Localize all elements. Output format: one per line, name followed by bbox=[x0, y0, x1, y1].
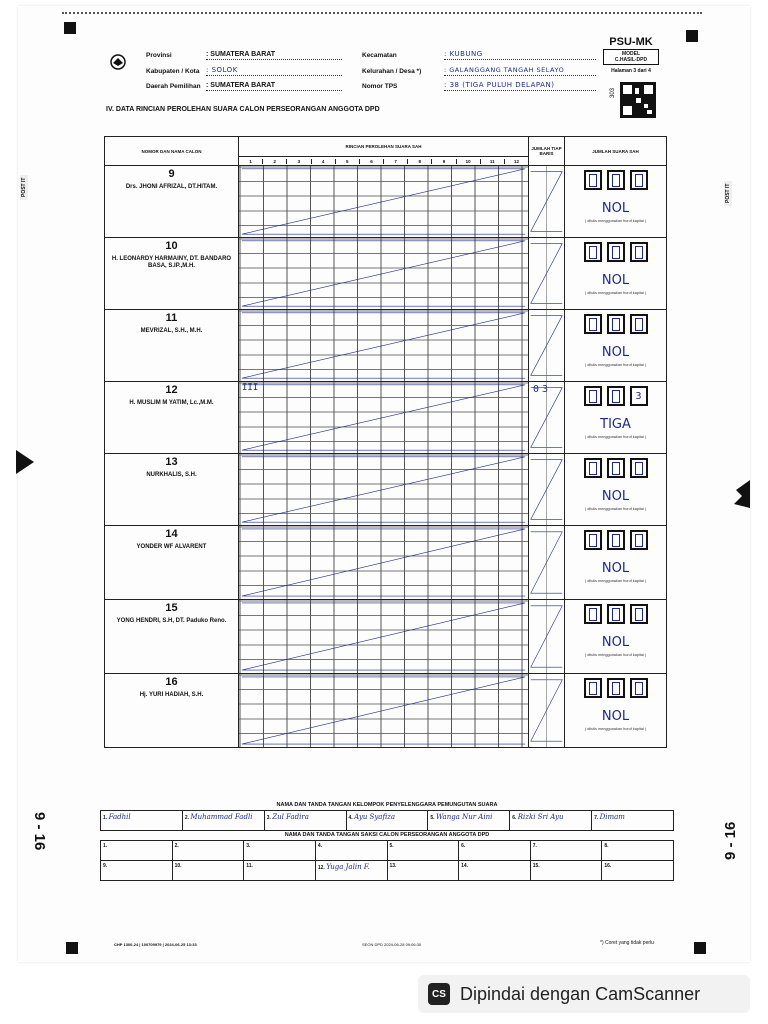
row-total-cell bbox=[529, 166, 565, 238]
saksi-number: 12. bbox=[317, 865, 325, 871]
vote-in-words: NOL bbox=[601, 344, 630, 360]
digit-boxes bbox=[584, 386, 648, 406]
candidate-row bbox=[105, 166, 667, 238]
desa-value: : GALANGGANG TANGAH SELAYO bbox=[444, 66, 596, 76]
digit-box bbox=[630, 242, 648, 262]
candidate-number: 13 bbox=[165, 456, 178, 468]
model-line-2: C.HASIL-DPD bbox=[614, 57, 648, 63]
candidate-row bbox=[105, 526, 667, 600]
vote-sum-cell bbox=[565, 526, 667, 600]
model-line-1: MODEL bbox=[621, 51, 641, 57]
saksi-number: 4. bbox=[317, 843, 323, 849]
perforation-line bbox=[62, 12, 702, 14]
tally-cell bbox=[239, 310, 529, 382]
row-total-cell bbox=[529, 674, 565, 748]
provinsi-label: Provinsi bbox=[146, 52, 172, 59]
tally-column-number: 4 bbox=[312, 159, 336, 164]
saksi-number: 7. bbox=[532, 843, 537, 849]
vote-sum-cell bbox=[565, 674, 667, 748]
triangle-marker-icon bbox=[16, 450, 34, 474]
camscanner-watermark bbox=[418, 975, 750, 1013]
kpps-signature-cell bbox=[264, 811, 346, 831]
saksi-number: 13. bbox=[389, 863, 397, 869]
capital-letters-note: ( ditulis menggunakan huruf kapital ) bbox=[584, 578, 647, 583]
col-header-sum: JUMLAH SUARA SAH bbox=[565, 137, 667, 166]
tally-cell bbox=[239, 600, 529, 674]
void-z-line bbox=[239, 166, 528, 237]
candidate-name: MEVRIZAL, S.H., M.H. bbox=[140, 328, 203, 334]
side-label-left: 9 - 16 bbox=[31, 812, 48, 851]
candidate-number: 14 bbox=[165, 528, 178, 540]
candidate-name: YONG HENDRI, S.H, DT. Paduko Reno. bbox=[116, 618, 227, 624]
kpps-signature: Zul Fadira bbox=[272, 813, 309, 821]
candidate-number: 10 bbox=[165, 240, 178, 252]
postit-tab-right: POST IT bbox=[724, 181, 732, 206]
tally-column-number: 2 bbox=[263, 159, 287, 164]
digit-box bbox=[584, 242, 602, 262]
row-total-strike bbox=[529, 310, 564, 381]
kecamatan-label: Kecamatan bbox=[362, 52, 397, 59]
digit-box bbox=[607, 530, 625, 550]
tally-column-number: 12 bbox=[513, 158, 519, 164]
digit-box bbox=[584, 386, 602, 406]
vote-sum-cell bbox=[565, 600, 667, 674]
candidate-row bbox=[105, 454, 667, 526]
tally-column-numbers bbox=[239, 159, 528, 164]
tally-column-number: 1 bbox=[239, 159, 263, 164]
footer-scan-code: SEON DPD 2024-06-28 09:06:30 bbox=[362, 942, 422, 947]
saksi-signature-cell bbox=[530, 841, 602, 861]
saksi-number: 8. bbox=[604, 843, 609, 849]
saksi-signature-cell bbox=[101, 861, 173, 881]
tally-cell bbox=[239, 454, 529, 526]
row-total-strike bbox=[529, 238, 564, 309]
saksi-signature-table bbox=[100, 840, 674, 881]
kpps-signature-cell bbox=[428, 811, 510, 831]
kpps-signature: Muhammad Fadli bbox=[190, 813, 253, 821]
saksi-signature-cell bbox=[315, 841, 387, 861]
section-title: IV. DATA RINCIAN PEROLEHAN SUARA CALON PERSEORANGAN ANGGOTA DPD bbox=[106, 106, 380, 113]
void-z-line bbox=[239, 238, 528, 309]
capital-letters-note: ( ditulis menggunakan huruf kapital ) bbox=[584, 506, 647, 511]
void-z-line bbox=[239, 454, 528, 525]
saksi-title: NAMA DAN TANDA TANGAN SAKSI CALON PERSEORANGAN ANGGOTA DPD bbox=[284, 832, 490, 838]
kpps-number: 1. bbox=[103, 815, 108, 821]
vote-in-words: NOL bbox=[601, 560, 630, 576]
digit-boxes bbox=[584, 678, 648, 698]
saksi-number: 16. bbox=[604, 863, 612, 869]
row-total-strike bbox=[529, 526, 564, 599]
col-header-row-total: JUMLAH TIAP BARIS bbox=[529, 137, 565, 166]
side-label-right: 9 - 16 bbox=[722, 821, 739, 860]
tally-column-number: 3 bbox=[287, 159, 311, 164]
candidate-number: 9 bbox=[168, 168, 175, 180]
saksi-signature-cell bbox=[172, 841, 244, 861]
kpps-title: NAMA DAN TANDA TANGAN KELOMPOK PENYELENGGARA PEMUNGUTAN SUARA bbox=[276, 802, 498, 808]
saksi-number: 6. bbox=[461, 843, 466, 849]
row-total-cell bbox=[529, 238, 565, 310]
void-z-line bbox=[239, 674, 528, 747]
qr-code-icon bbox=[620, 82, 656, 118]
vote-sum-cell bbox=[565, 454, 667, 526]
row-total-cell bbox=[529, 600, 565, 674]
digit-box bbox=[607, 604, 625, 624]
candidate-cell bbox=[105, 310, 239, 382]
row-total-cell bbox=[529, 526, 565, 600]
kpps-number: 7. bbox=[594, 815, 599, 821]
digit-box: 3 bbox=[630, 386, 648, 406]
kpps-signature: Dimam bbox=[599, 813, 625, 821]
saksi-signature-cell bbox=[315, 861, 387, 881]
digit-box bbox=[584, 604, 602, 624]
saksi-signature-cell bbox=[602, 861, 674, 881]
provinsi-value: : SUMATERA BARAT bbox=[206, 51, 342, 60]
saksi-number: 2. bbox=[174, 843, 179, 849]
digit-box bbox=[607, 170, 625, 190]
void-z-line bbox=[239, 526, 528, 599]
candidate-row bbox=[105, 600, 667, 674]
qr-number: 303 bbox=[610, 87, 617, 99]
digit-box bbox=[630, 604, 648, 624]
saksi-number: 10. bbox=[174, 863, 182, 869]
capital-letters-note: ( ditulis menggunakan huruf kapital ) bbox=[584, 726, 647, 731]
row-total-cell bbox=[529, 454, 565, 526]
tally-marks: III bbox=[242, 383, 259, 393]
torn-edge-icon bbox=[732, 480, 750, 508]
digit-boxes bbox=[584, 170, 648, 190]
candidate-cell bbox=[105, 526, 239, 600]
digit-box bbox=[630, 678, 648, 698]
kpps-signature: Ayu Syafiza bbox=[354, 813, 396, 821]
vote-sum-cell bbox=[565, 166, 667, 238]
candidate-cell bbox=[105, 238, 239, 310]
tally-column-number: 11 bbox=[481, 159, 505, 164]
candidate-cell bbox=[105, 454, 239, 526]
digit-box bbox=[630, 530, 648, 550]
candidate-row bbox=[105, 674, 667, 748]
vote-in-words: NOL bbox=[601, 488, 630, 504]
kpps-signature: Fadhil bbox=[108, 813, 131, 821]
kpps-signature-cell bbox=[182, 811, 264, 831]
vote-sum-cell bbox=[565, 310, 667, 382]
candidate-cell bbox=[105, 600, 239, 674]
kabupaten-value: : SOLOK bbox=[206, 66, 342, 76]
void-z-line bbox=[239, 382, 528, 453]
desa-label: Kelurahan / Desa *) bbox=[362, 68, 422, 75]
saksi-signature-cell bbox=[101, 841, 173, 861]
digit-box bbox=[607, 678, 625, 698]
daerah-label: Daerah Pemilihan bbox=[146, 83, 201, 90]
row-total-strike bbox=[529, 600, 564, 673]
corner-mark bbox=[66, 942, 78, 954]
candidate-cell bbox=[105, 382, 239, 454]
tally-column-number: 5 bbox=[336, 159, 360, 164]
tally-cell bbox=[239, 674, 529, 748]
candidate-number: 15 bbox=[165, 602, 178, 614]
digit-boxes bbox=[584, 458, 648, 478]
saksi-signature-cell bbox=[244, 841, 316, 861]
tps-value: : 38 (TIGA PULUH DELAPAN) bbox=[444, 81, 596, 91]
row-total-cell bbox=[529, 382, 565, 454]
garuda-emblem-icon bbox=[110, 54, 126, 70]
col-header-candidate: NOMOR DAN NAMA CALON bbox=[105, 137, 239, 166]
row-total-strike bbox=[529, 382, 564, 453]
kpps-signature: Wanga Nur Aini bbox=[435, 813, 493, 821]
kpps-signature-table bbox=[100, 810, 674, 831]
tally-cell bbox=[239, 382, 529, 454]
kpps-number: 2. bbox=[184, 815, 190, 821]
saksi-number: 14. bbox=[461, 863, 469, 869]
vote-in-words: NOL bbox=[601, 200, 630, 216]
saksi-signature-cell bbox=[387, 861, 459, 881]
kpps-number: 4. bbox=[348, 815, 353, 821]
tally-column-number: 8 bbox=[408, 159, 432, 164]
tally-cell bbox=[239, 526, 529, 600]
digit-box bbox=[607, 242, 625, 262]
saksi-signature-cell bbox=[172, 861, 244, 881]
candidate-row bbox=[105, 310, 667, 382]
saksi-signature-cell bbox=[530, 861, 602, 881]
kpps-signature-cell bbox=[101, 811, 183, 831]
saksi-signature-cell bbox=[602, 841, 674, 861]
kpps-signature: Rizki Sri Ayu bbox=[517, 813, 564, 821]
saksi-number: 9. bbox=[103, 863, 108, 869]
digit-box bbox=[584, 314, 602, 334]
row-total-cell bbox=[529, 310, 565, 382]
kpps-signature-cell bbox=[510, 811, 592, 831]
saksi-signature-cell bbox=[459, 861, 531, 881]
camscanner-text: Dipindai dengan CamScanner bbox=[460, 983, 701, 1004]
col-header-tally: RINCIAN PEROLEHAN SUARA SAH bbox=[239, 137, 529, 157]
capital-letters-note: ( ditulis menggunakan huruf kapital ) bbox=[584, 218, 647, 223]
tally-column-number: 6 bbox=[360, 159, 384, 164]
candidate-number: 16 bbox=[165, 676, 178, 688]
candidate-votes-table bbox=[104, 136, 667, 748]
row-total-value: 03 bbox=[533, 384, 552, 395]
digit-box bbox=[607, 314, 625, 334]
digit-box bbox=[584, 678, 602, 698]
digit-box bbox=[630, 314, 648, 334]
saksi-signature: Yuga Jalin F. bbox=[326, 863, 370, 871]
digit-box bbox=[630, 170, 648, 190]
footer-note: *) Coret yang tidak perlu bbox=[600, 940, 654, 946]
vote-in-words: NOL bbox=[601, 634, 630, 650]
saksi-number: 15. bbox=[532, 863, 540, 869]
saksi-number: 3. bbox=[246, 843, 251, 849]
page-indicator: Halaman 3 dari 4 bbox=[611, 68, 651, 74]
candidate-name: YONDER WF ALVARENT bbox=[136, 544, 207, 550]
saksi-number: 1. bbox=[103, 843, 108, 849]
tally-cell bbox=[239, 166, 529, 238]
kpps-number: 5. bbox=[430, 815, 435, 821]
tps-label: Nomor TPS bbox=[362, 83, 398, 90]
camscanner-logo-icon: CS bbox=[428, 983, 450, 1005]
saksi-signature-cell bbox=[459, 841, 531, 861]
row-total-strike bbox=[529, 674, 564, 747]
digit-boxes bbox=[584, 242, 648, 262]
candidate-name: Hj. YURI HADIAH, S.H. bbox=[139, 692, 204, 698]
candidate-name: H. LEONARDY HARMAINY, DT. BANDARO BASA, S.IP.,M.H. bbox=[111, 256, 232, 269]
candidate-cell bbox=[105, 674, 239, 748]
kpps-signature-cell bbox=[346, 811, 428, 831]
kpps-number: 6. bbox=[512, 815, 517, 821]
tally-cell bbox=[239, 238, 529, 310]
saksi-number: 5. bbox=[389, 843, 394, 849]
candidate-row bbox=[105, 238, 667, 310]
digit-box bbox=[584, 530, 602, 550]
void-z-line bbox=[239, 600, 528, 673]
candidate-cell bbox=[105, 166, 239, 238]
saksi-signature-cell bbox=[244, 861, 316, 881]
candidate-number: 11 bbox=[165, 312, 178, 324]
vote-in-words: TIGA bbox=[600, 416, 631, 432]
digit-box bbox=[607, 386, 625, 406]
kabupaten-label: Kabupaten / Kota bbox=[146, 68, 200, 75]
kecamatan-value: : KUBUNG bbox=[444, 50, 596, 60]
void-z-line bbox=[239, 310, 528, 381]
vote-sum-cell bbox=[565, 382, 667, 454]
corner-mark bbox=[694, 942, 706, 954]
tally-column-number: 9 bbox=[432, 159, 456, 164]
saksi-number: 11. bbox=[246, 863, 253, 869]
digit-box bbox=[584, 170, 602, 190]
row-total-strike bbox=[529, 166, 564, 237]
daerah-value: : SUMATERA BARAT bbox=[206, 82, 342, 91]
digit-box bbox=[584, 458, 602, 478]
candidate-name: H. MUSLIM M YATIM, Lc.,M.M. bbox=[129, 400, 214, 406]
vote-in-words: NOL bbox=[601, 708, 630, 724]
capital-letters-note: ( ditulis menggunakan huruf kapital ) bbox=[584, 652, 647, 657]
tally-column-number: 7 bbox=[384, 159, 408, 164]
postit-tab-left: POST IT bbox=[20, 175, 28, 200]
kpps-signature-cell bbox=[592, 811, 674, 831]
digit-box bbox=[630, 458, 648, 478]
form-code: PSU-MK bbox=[609, 36, 653, 48]
candidate-row bbox=[105, 382, 667, 454]
digit-boxes bbox=[584, 314, 648, 334]
saksi-signature-cell bbox=[387, 841, 459, 861]
vote-in-words: NOL bbox=[601, 272, 630, 288]
tally-column-number: 10 bbox=[457, 159, 481, 164]
capital-letters-note: ( ditulis menggunakan huruf kapital ) bbox=[584, 290, 647, 295]
capital-letters-note: ( ditulis menggunakan huruf kapital ) bbox=[584, 434, 647, 439]
candidate-name: NURKHALIS, S.H. bbox=[146, 472, 197, 478]
footer-print-code: CHP 1300-24 | 100709979 | 2024-06-25 13:33 bbox=[114, 942, 197, 947]
row-total-strike bbox=[529, 454, 564, 525]
digit-box bbox=[607, 458, 625, 478]
vote-sum-cell bbox=[565, 238, 667, 310]
candidate-number: 12 bbox=[165, 384, 178, 396]
kpps-number: 3. bbox=[266, 815, 271, 821]
form-model-box bbox=[603, 36, 659, 74]
corner-mark bbox=[686, 30, 698, 42]
candidate-name: Drs. JHONI AFRIZAL, DT.HITAM. bbox=[125, 184, 218, 190]
model-badge bbox=[603, 49, 659, 65]
digit-boxes bbox=[584, 604, 648, 624]
corner-mark bbox=[64, 22, 76, 34]
digit-boxes bbox=[584, 530, 648, 550]
capital-letters-note: ( ditulis menggunakan huruf kapital ) bbox=[584, 362, 647, 367]
